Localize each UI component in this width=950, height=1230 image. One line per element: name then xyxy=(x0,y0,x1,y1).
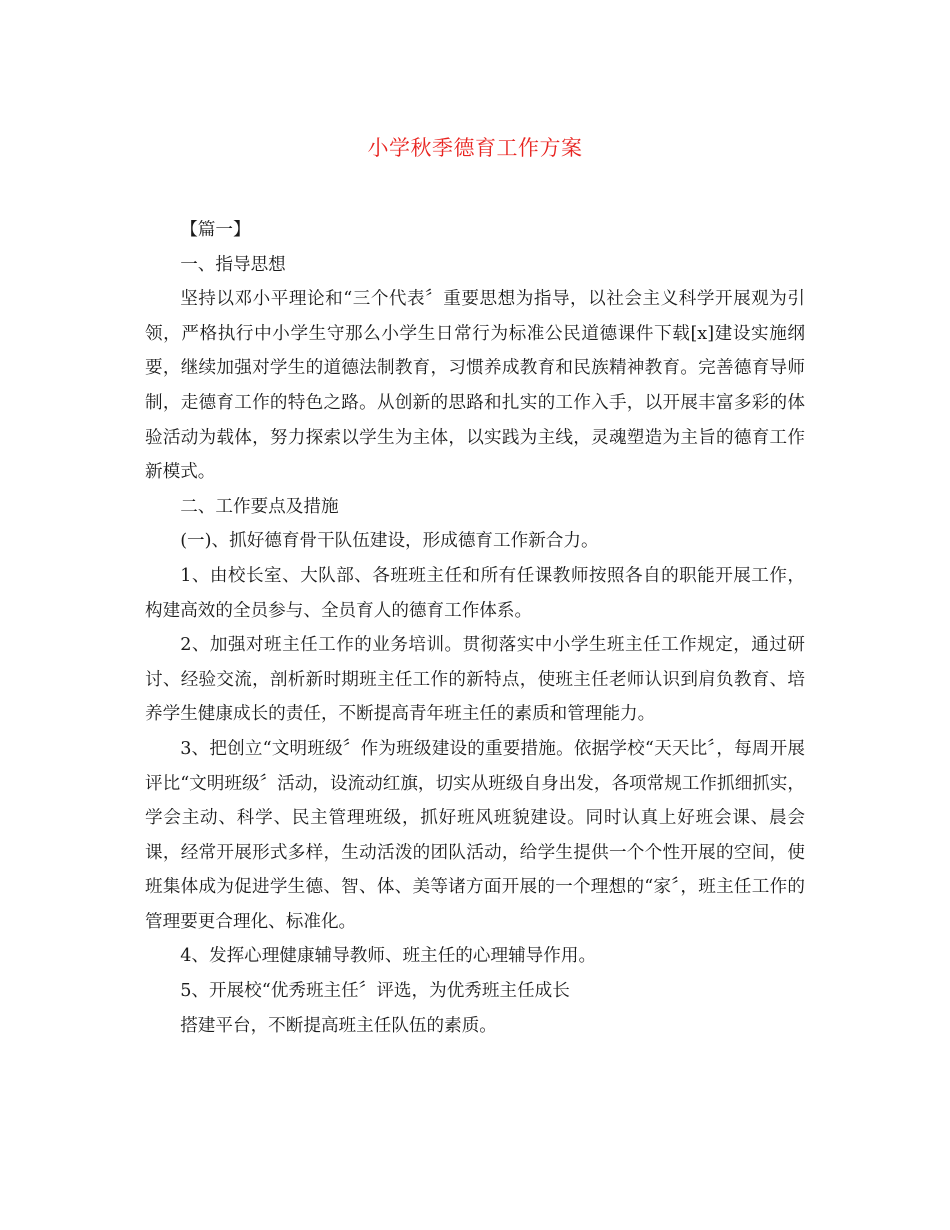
item-3: 3、把创立“文明班级〞作为班级建设的重要措施。依据学校“天天比〞，每周开展评比“文明班级〞活动，设流动红旗，切实从班级自身出发，各项常规工作抓细抓实，学会主动、科学、民主管理班级，抓好班风班貌建设。同时认真上好班会课、晨会课，经常开展形式多样，生动活泼的团队活动，给学生提供一个个性开展的空间，使班集体成为促进学生德、智、体、美等诸方面开展的一个理想的“家〞，班主任工作的管理要更合理化、标准化。 xyxy=(145,738,805,932)
subheading-team-building: (一)、抓好德育骨干队伍建设，形成德育工作新合力。 xyxy=(180,531,599,552)
document-title: 小学秋季德育工作方案 xyxy=(367,136,583,160)
document-body xyxy=(145,213,805,1043)
heading-guiding-ideology: 一、指导思想 xyxy=(180,254,286,275)
item-4: 4、发挥心理健康辅导教师、班主任的心理辅导作用。 xyxy=(180,946,597,967)
item-5-continued: 搭建平台，不断提高班主任队伍的素质。 xyxy=(180,1015,497,1036)
item-5: 5、开展校“优秀班主任〞评选，为优秀班主任成长 xyxy=(180,981,570,1002)
item-1: 1、由校长室、大队部、各班班主任和所有任课教师按照各自的职能开展工作，构建高效的全员参与、全员育人的德育工作体系。 xyxy=(145,565,805,621)
heading-work-points: 二、工作要点及措施 xyxy=(180,496,339,517)
item-2: 2、加强对班主任工作的业务培训。贯彻落实中小学生班主任工作规定，通过研讨、经验交流，剖析新时期班主任工作的新特点，使班主任老师认识到肩负教育、培养学生健康成长的责任，不断提高青年班主任的素质和管理能力。 xyxy=(145,635,805,725)
paragraph-guiding-ideology: 坚持以邓小平理论和“三个代表〞重要思想为指导，以社会主义科学开展观为引领，严格执行中小学生守那么小学生日常行为标准公民道德课件下载[x]建设实施纲要，继续加强对学生的道德法制教育，习惯养成教育和民族精神教育。完善德育导师制，走德育工作的特色之路。从创新的思路和扎实的工作入手，以开展丰富多彩的体验活动为载体，努力探索以学生为主体，以实践为主线，灵魂塑造为主旨的德育工作新模式。 xyxy=(145,289,805,483)
section-marker: 【篇一】 xyxy=(180,220,251,240)
